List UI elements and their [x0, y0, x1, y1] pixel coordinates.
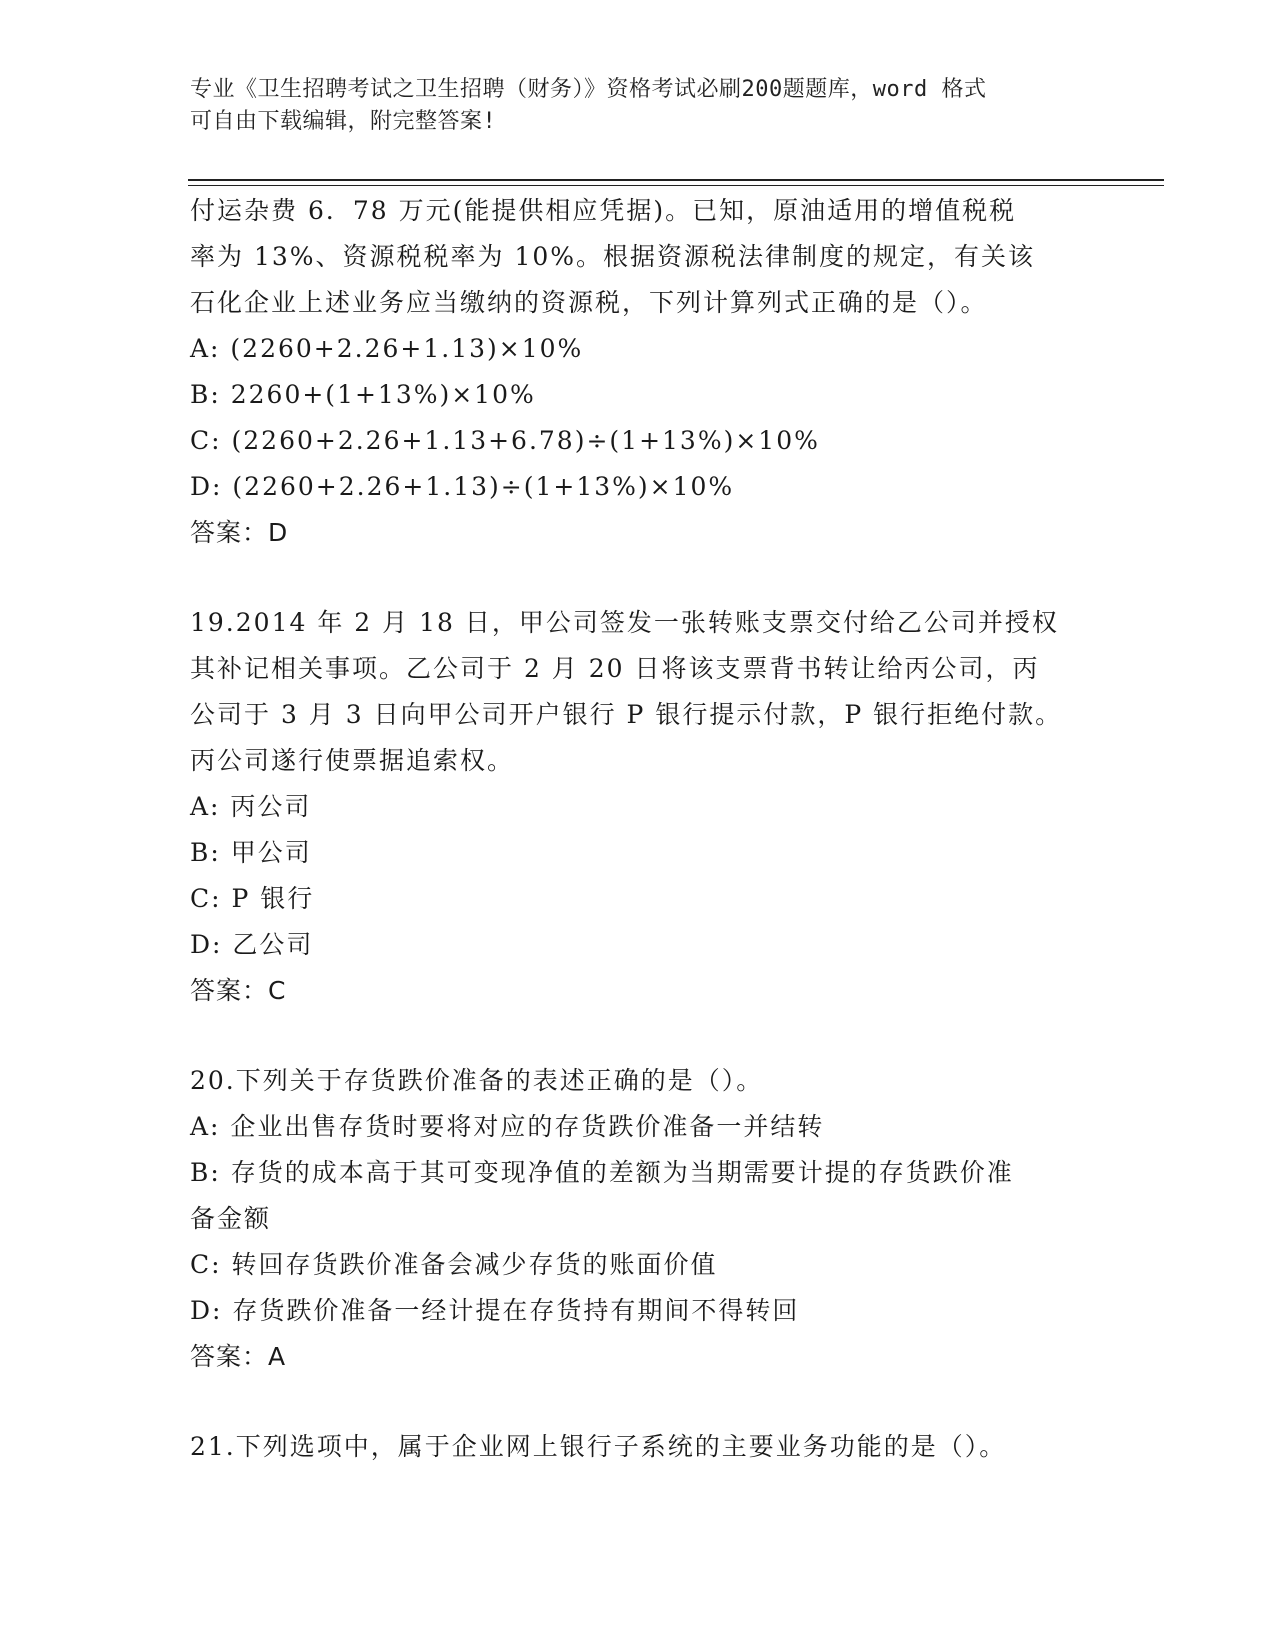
question-spacer: [190, 1380, 1090, 1424]
question-text-line: 其补记相关事项。乙公司于 2 月 20 日将该支票背书转让给丙公司，丙: [190, 654, 1040, 683]
option-d: D: 存货跌价准备一经计提在存货持有期间不得转回: [190, 1296, 800, 1325]
option-b: B: 2260+(1+13%)×10%: [190, 380, 536, 409]
question-text-line: 石化企业上述业务应当缴纳的资源税，下列计算列式正确的是（）。: [190, 288, 988, 317]
option-a: A: 丙公司: [190, 792, 312, 821]
question-text-line: 19.2014 年 2 月 18 日，甲公司签发一张转账支票交付给乙公司并授权: [190, 608, 1059, 637]
question-19: [190, 600, 1090, 1014]
header-divider-thin: [188, 185, 1164, 186]
option-d: D: (2260+2.26+1.13)÷(1+13%)×10%: [190, 472, 735, 501]
option-b: B: 甲公司: [190, 838, 312, 867]
question-text-line: 率为 13%、资源税税率为 10%。根据资源税法律制度的规定，有关该: [190, 242, 1036, 271]
option-c: C: (2260+2.26+1.13+6.78)÷(1+13%)×10%: [190, 426, 820, 455]
question-text-line: 付运杂费 6．78 万元(能提供相应凭据)。已知，原油适用的增值税税: [190, 196, 1017, 225]
option-a: A: (2260+2.26+1.13)×10%: [190, 334, 584, 363]
option-d: D: 乙公司: [190, 930, 314, 959]
option-c: C: 转回存货跌价准备会减少存货的账面价值: [190, 1250, 718, 1279]
question-spacer: [190, 1014, 1090, 1058]
question-21: [190, 1424, 1090, 1470]
answer-label: 答案：D: [190, 518, 289, 547]
question-text-line: 20.下列关于存货跌价准备的表述正确的是（）。: [190, 1066, 764, 1095]
question-text-line: 公司于 3 月 3 日向甲公司开户银行 P 银行提示付款，P 银行拒绝付款。: [190, 700, 1063, 729]
option-c: C: P 银行: [190, 884, 315, 913]
header-divider-thick: [188, 179, 1164, 181]
answer-label: 答案：A: [190, 1342, 287, 1371]
question-text-line: 丙公司遂行使票据追索权。: [190, 746, 515, 775]
option-b-continued: 备金额: [190, 1204, 272, 1233]
question-18-continued: [190, 188, 1090, 556]
question-content: [190, 188, 1090, 1470]
page-header: [190, 74, 1080, 138]
option-b: B: 存货的成本高于其可变现净值的差额为当期需要计提的存货跌价准: [190, 1158, 1014, 1187]
option-a: A: 企业出售存货时要将对应的存货跌价准备一并结转: [190, 1112, 825, 1141]
header-title-line-2: 可自由下载编辑，附完整答案!: [190, 109, 497, 134]
question-text-line: 21.下列选项中，属于企业网上银行子系统的主要业务功能的是（）。: [190, 1432, 1007, 1461]
question-spacer: [190, 556, 1090, 600]
answer-label: 答案：C: [190, 976, 287, 1005]
header-title-line-1: 专业《卫生招聘考试之卫生招聘（财务）》资格考试必刷200题题库，word 格式: [190, 77, 987, 102]
question-20: [190, 1058, 1090, 1380]
